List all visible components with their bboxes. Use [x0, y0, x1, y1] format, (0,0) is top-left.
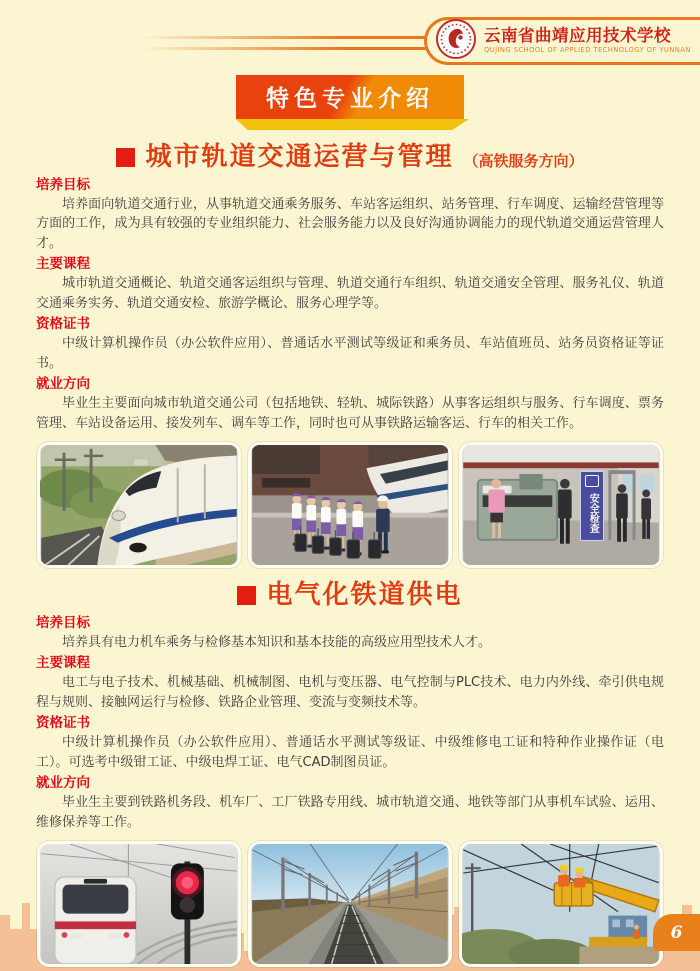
subsection-body: 培养具有电力机车乘务与检修基本知识和基本技能的高级应用型技术人才。	[62, 634, 492, 650]
section-2-content	[0, 614, 700, 833]
school-name: 云南省曲靖应用技术学校	[484, 26, 671, 46]
photo-row-1	[0, 442, 700, 568]
section-1-title	[0, 143, 700, 172]
security-check-photo	[459, 442, 663, 568]
subsection-heading: 主要课程	[36, 655, 90, 672]
banner-title: 特色专业介绍	[236, 75, 464, 119]
photo-row-2	[0, 841, 700, 967]
metro-train-signal-photo	[37, 841, 241, 967]
subsection-heading: 主要课程	[36, 256, 90, 273]
red-square-bullet-icon	[116, 148, 135, 167]
subsection-body: 毕业生主要面向城市轨道交通公司（包括地铁、轻轨、城际铁路）从事客运组织与服务、行车调度、票务管理、车站设备运用、接发列车、调车等工作，同时也可从事铁路运输客运、行车的相关工作。	[36, 396, 664, 431]
subsection-heading: 培养目标	[36, 614, 90, 631]
section-2-title	[0, 581, 700, 610]
red-square-bullet-icon	[237, 586, 256, 605]
subsection-heading: 就业方向	[36, 376, 90, 393]
section-1-title-text: 城市轨道交通运营与管理	[145, 142, 454, 172]
subsection-body: 中级计算机操作员（办公软件应用）、普通话水平测试等级证、中级维修电工证和特种作业操作证（电工）。可选考中级钳工证、中级电焊工证、电气CAD制图员证。	[36, 735, 664, 770]
subsection-body: 中级计算机操作员（办公软件应用）、普通话水平测试等级证和乘务员、车站值班员、站务员资格证等证书。	[36, 336, 664, 371]
section-1-content	[0, 176, 700, 434]
school-name-group	[484, 27, 691, 55]
header-rule-top	[140, 36, 432, 39]
page-number: 6	[670, 922, 683, 943]
school-banner	[424, 17, 700, 65]
school-name-en: QUJING SCHOOL OF APPLIED TECHNOLOGY OF YUNNAN	[484, 46, 691, 55]
banner-fold	[231, 119, 469, 130]
subsection-body: 培养面向轨道交通行业，从事轨道交通乘务服务、车站客运组织、站务管理、行车调度、运输经营管理等方面的工作，成为具有较强的专业组织能力、社会服务能力以及良好沟通协调能力的现代轨道交通运营管理人才。	[36, 196, 664, 251]
school-emblem-icon	[435, 18, 477, 64]
rail-attendants-photo	[248, 442, 452, 568]
subsection-heading: 资格证书	[36, 715, 90, 732]
subsection-heading: 就业方向	[36, 775, 90, 792]
page-header	[0, 0, 700, 70]
high-speed-train-photo	[37, 442, 241, 568]
subsection-body: 城市轨道交通概论、轨道交通客运组织与管理、轨道交通行车组织、轨道交通安全管理、服务礼仪、轨道交通乘务实务、轨道交通安检、旅游学概论、服务心理学等。	[36, 276, 664, 311]
subsection-heading: 资格证书	[36, 316, 90, 333]
section-2-title-text: 电气化铁道供电	[266, 580, 463, 611]
railway-catenary-photo	[248, 841, 452, 967]
header-rule-bottom	[140, 47, 432, 50]
subsection-body: 毕业生主要到铁路机务段、机车厂、工厂铁路专用线、城市轨道交通、地铁等部门从事机车试验、运用、维修保养等工作。	[36, 795, 664, 830]
section-banner	[0, 75, 700, 130]
page-number-tab	[653, 914, 700, 951]
subsection-heading: 培养目标	[36, 176, 90, 193]
subsection-body: 电工与电子技术、机械基础、机械制图、电机与变压器、电气控制与PLC技术、电力内外线、牵引供电规程与规则、接触网运行与检修、铁路企业管理、变流与变频技术等。	[36, 675, 664, 710]
overhead-line-maintenance-photo	[459, 841, 663, 967]
security-check-sign: 安全检查	[580, 471, 604, 541]
section-1-title-suffix: （高铁服务方向）	[463, 151, 584, 170]
